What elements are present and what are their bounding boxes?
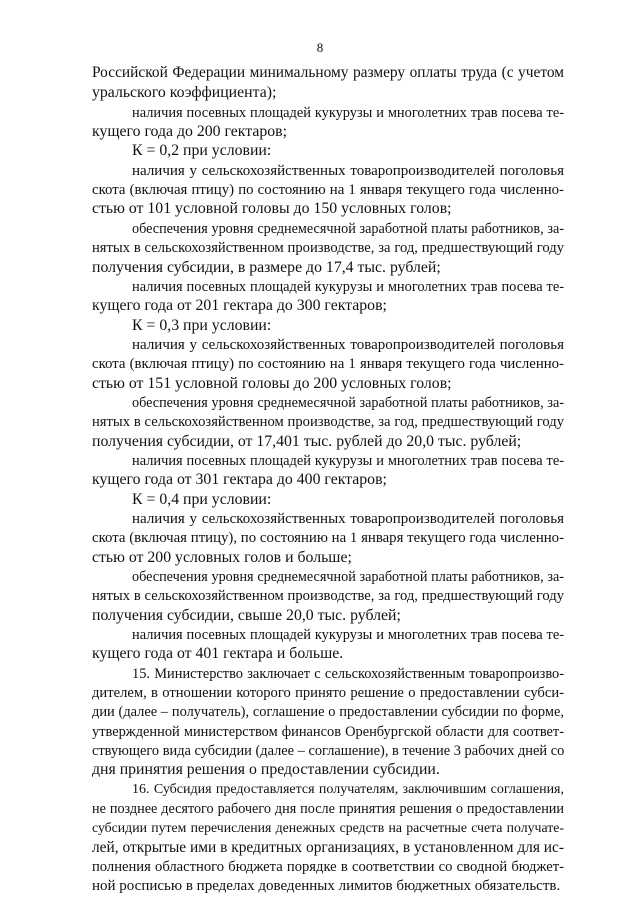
text-line: кущего года до 200 гектаров; <box>92 123 288 140</box>
text-line: К = 0,2 при условии: <box>132 142 272 159</box>
text-line: скота (включая птицу) по состоянию на 1 января текущего года численно- <box>92 356 564 372</box>
text-line: нятых в сельскохозяйственном производстве, за год, предшествующий году <box>92 240 564 256</box>
text-line: наличия посевных площадей кукурузы и многолетних трав посева те- <box>132 279 564 295</box>
page-number: 8 <box>316 40 324 55</box>
text-line: получения субсидии, свыше 20,0 тыс. рублей; <box>92 607 401 624</box>
text-line: скота (включая птицу) по состоянию на 1 января текущего года численно- <box>92 182 564 198</box>
text-line: кущего года от 201 гектара до 300 гектаров; <box>92 297 387 314</box>
text-line: обеспечения уровня среднемесячной заработной платы работников, за- <box>132 395 564 411</box>
text-line: стью от 151 условной головы до 200 условных голов; <box>92 375 452 392</box>
text-line: скота (включая птицу), по состоянию на 1 января текущего года численно- <box>92 530 564 546</box>
text-line: ствующего вида субсидии (далее – соглашение), в течение 3 рабочих дней со <box>92 743 565 759</box>
text-line: наличия у сельскохозяйственных товаропроизводителей поголовья <box>132 163 564 179</box>
text-line: К = 0,3 при условии: <box>132 317 272 334</box>
text-line: субсидии путем перечисления денежных средств на расчетные счета получате- <box>92 820 564 835</box>
text-line: лей, открытые ими в кредитных организациях, в установленном для ис- <box>92 839 564 856</box>
text-line: кущего года от 301 гектара до 400 гектаров; <box>92 471 387 488</box>
text-line: дителем, в отношении которого принято решение о предоставлении субси- <box>92 685 564 701</box>
text-line: дня принятия решения о предоставлении субсидии. <box>92 761 440 778</box>
text-line: стью от 101 условной головы до 150 условных голов; <box>92 200 452 217</box>
text-line: 16. Субсидия предоставляется получателям, заключившим соглашения, <box>132 782 564 797</box>
text-line: наличия посевных площадей кукурузы и многолетних трав посева те- <box>132 453 564 469</box>
text-line: нятых в сельскохозяйственном производстве, за год, предшествующий году <box>92 588 564 604</box>
text-line: 15. Министерство заключает с сельскохозяйственным товаропроизво- <box>132 666 564 682</box>
text-line: полнения областного бюджета порядке в соответствии со сводной бюджет- <box>92 859 564 875</box>
text-line: получения субсидии, от 17,401 тыс. рублей до 20,0 тыс. рублей; <box>92 433 522 450</box>
text-line: кущего года от 401 гектара и больше. <box>92 645 344 662</box>
text-line: нятых в сельскохозяйственном производстве, за год, предшествующий году <box>92 414 564 430</box>
text-line: обеспечения уровня среднемесячной заработной платы работников, за- <box>132 569 564 585</box>
text-line: наличия у сельскохозяйственных товаропроизводителей поголовья <box>132 511 564 527</box>
text-line: наличия посевных площадей кукурузы и многолетних трав посева те- <box>132 105 564 121</box>
text-line: наличия у сельскохозяйственных товаропроизводителей поголовья <box>132 337 564 353</box>
text-line: стью от 200 условных голов и больше; <box>92 549 352 566</box>
text-line: уральского коэффициента); <box>92 84 277 101</box>
text-line: обеспечения уровня среднемесячной заработной платы работников, за- <box>132 221 564 237</box>
text-line: не позднее десятого рабочего дня после принятия решения о предоставлении <box>92 801 564 817</box>
text-line: утвержденной министерством финансов Оренбургской области для соответ- <box>92 724 564 740</box>
text-line: наличия посевных площадей кукурузы и многолетних трав посева те- <box>132 627 564 643</box>
text-line: Российской Федерации минимальному размеру оплаты труда (с учетом <box>92 64 564 81</box>
text-line: дии (далее – получатель), соглашение о предоставлении субсидии по форме, <box>92 704 564 720</box>
text-line: ной росписью в пределах доведенных лимитов бюджетных обязательств. <box>92 878 561 894</box>
text-line: К = 0,4 при условии: <box>132 491 272 508</box>
text-line: получения субсидии, в размере до 17,4 тыс. рублей; <box>92 259 441 276</box>
